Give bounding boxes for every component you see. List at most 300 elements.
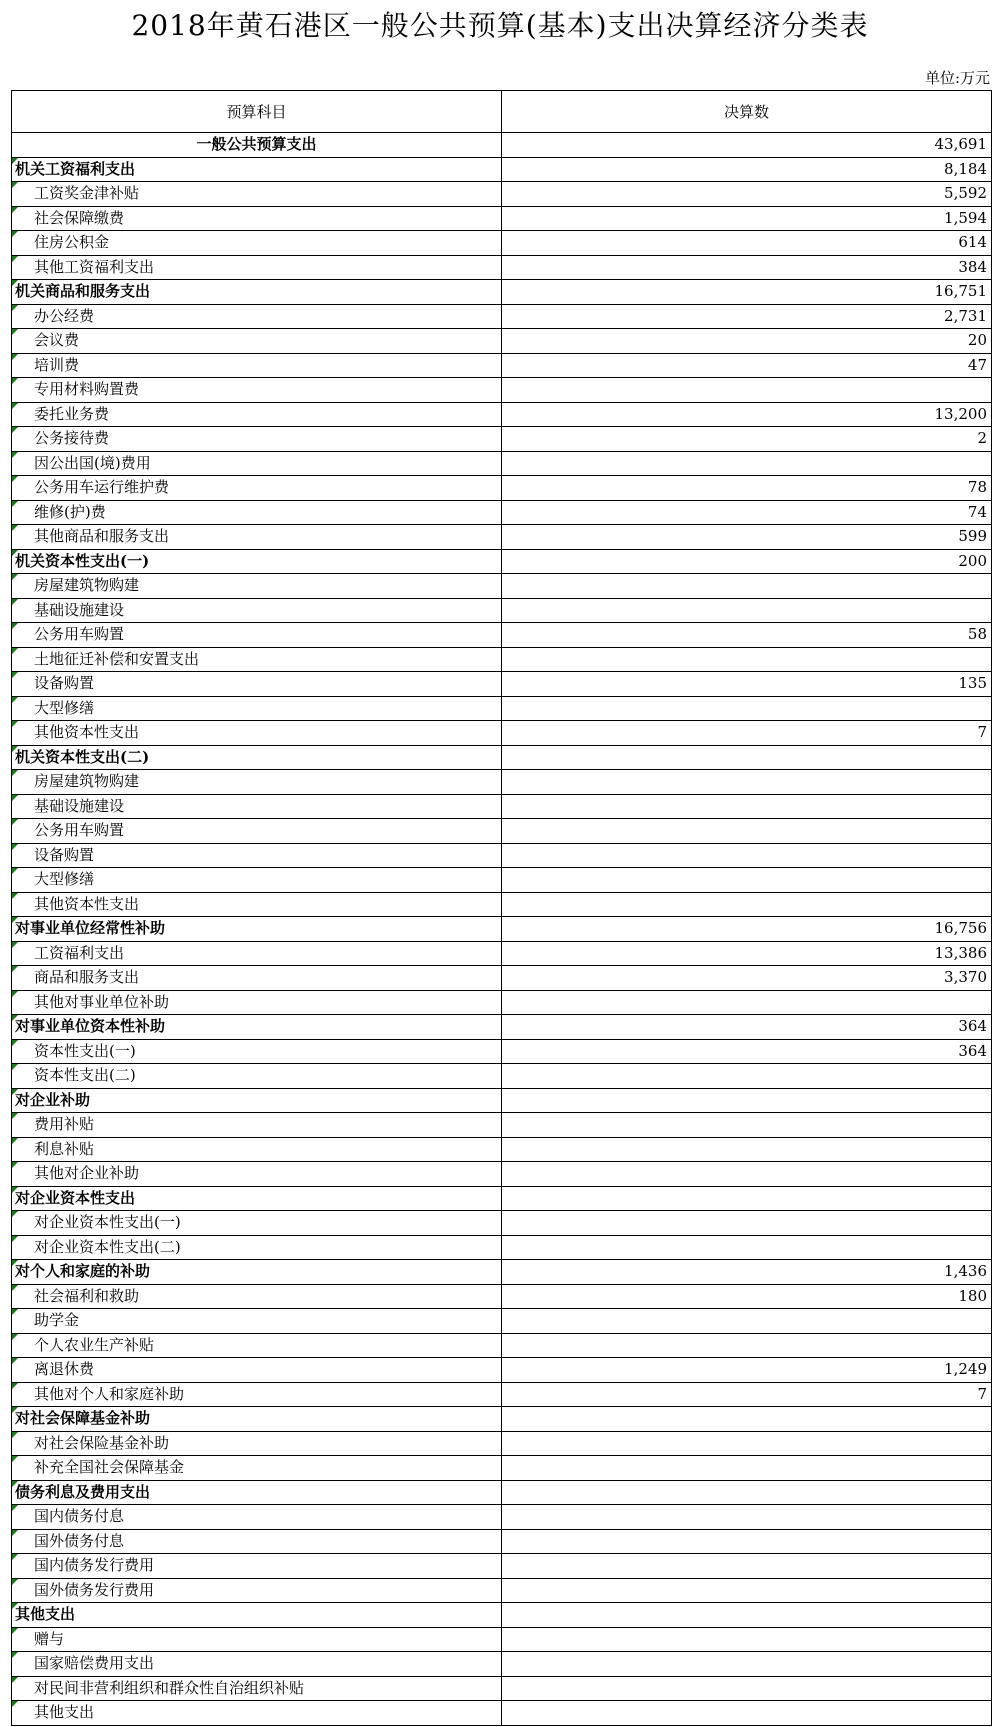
cell-comment-marker	[12, 476, 18, 482]
table-row	[12, 1676, 992, 1701]
row-label: 国内债务付息	[34, 1507, 125, 1526]
cell-comment-marker	[12, 746, 18, 752]
row-label: 国外债务发行费用	[34, 1580, 155, 1599]
cell-comment-marker	[12, 770, 18, 776]
table-row	[12, 280, 992, 305]
row-label: 对企业补助	[15, 1090, 91, 1109]
page-title: 2018年黄石港区一般公共预算(基本)支出决算经济分类表	[131, 9, 869, 42]
table-row	[12, 721, 992, 746]
table-row	[12, 1407, 992, 1432]
row-subject	[12, 574, 502, 599]
row-value: 74	[502, 500, 992, 525]
row-value: 599	[502, 525, 992, 550]
row-subject	[12, 1211, 502, 1236]
table-row	[12, 1064, 992, 1089]
cell-comment-marker	[12, 844, 18, 850]
table-row	[12, 1309, 992, 1334]
row-subject	[12, 1088, 502, 1113]
row-label: 公务接待费	[34, 429, 110, 448]
cell-comment-marker	[12, 893, 18, 899]
cell-comment-marker	[12, 1603, 18, 1609]
row-value	[502, 1064, 992, 1089]
row-subject	[12, 721, 502, 746]
table-row	[12, 1554, 992, 1579]
row-subject	[12, 549, 502, 574]
row-label: 公务用车购置	[34, 821, 125, 840]
cell-comment-marker	[12, 1015, 18, 1021]
table-row	[12, 133, 992, 158]
row-subject	[12, 133, 502, 158]
row-label: 其他对个人和家庭补助	[34, 1384, 185, 1403]
row-value	[502, 892, 992, 917]
row-label: 维修(护)费	[34, 502, 106, 521]
table-row	[12, 1186, 992, 1211]
row-label: 离退休费	[34, 1360, 95, 1379]
table-header-row	[12, 91, 992, 133]
row-value: 1,249	[502, 1358, 992, 1383]
cell-comment-marker	[12, 697, 18, 703]
header-subject: 预算科目	[12, 91, 502, 133]
row-value	[502, 1480, 992, 1505]
row-label: 赠与	[34, 1629, 65, 1648]
table-row	[12, 451, 992, 476]
cell-comment-marker	[12, 207, 18, 213]
row-label: 其他对事业单位补助	[34, 992, 170, 1011]
table-row	[12, 1137, 992, 1162]
row-value: 47	[502, 353, 992, 378]
row-subject	[12, 1260, 502, 1285]
row-label: 大型修缮	[34, 698, 95, 717]
table-row	[12, 378, 992, 403]
row-label: 费用补贴	[34, 1115, 95, 1134]
cell-comment-marker	[12, 868, 18, 874]
row-label: 基础设施建设	[34, 600, 125, 619]
row-subject	[12, 966, 502, 991]
cell-comment-marker	[12, 1260, 18, 1266]
cell-comment-marker	[12, 672, 18, 678]
row-value	[502, 1235, 992, 1260]
row-subject	[12, 1431, 502, 1456]
row-label: 土地征迁补偿和安置支出	[34, 649, 200, 668]
row-subject	[12, 1309, 502, 1334]
row-subject	[12, 1701, 502, 1726]
row-value	[502, 794, 992, 819]
cell-comment-marker	[12, 991, 18, 997]
row-value	[502, 451, 992, 476]
row-value: 13,386	[502, 941, 992, 966]
table-row	[12, 231, 992, 256]
row-value	[502, 1627, 992, 1652]
row-label: 国外债务付息	[34, 1531, 125, 1550]
table-row	[12, 402, 992, 427]
row-subject	[12, 1064, 502, 1089]
row-subject	[12, 157, 502, 182]
row-label: 其他支出	[15, 1605, 76, 1624]
row-label: 资本性支出(一)	[34, 1041, 136, 1060]
row-subject	[12, 451, 502, 476]
row-subject	[12, 794, 502, 819]
cell-comment-marker	[12, 1407, 18, 1413]
row-value	[502, 1676, 992, 1701]
row-subject	[12, 941, 502, 966]
row-value	[502, 1162, 992, 1187]
cell-comment-marker	[12, 623, 18, 629]
row-subject	[12, 745, 502, 770]
table-row	[12, 476, 992, 501]
row-value	[502, 990, 992, 1015]
row-label: 对企业资本性支出(一)	[34, 1213, 181, 1232]
cell-comment-marker	[12, 1334, 18, 1340]
cell-comment-marker	[12, 501, 18, 507]
cell-comment-marker	[12, 1456, 18, 1462]
row-label: 工资福利支出	[34, 943, 125, 962]
row-value	[502, 1431, 992, 1456]
cell-comment-marker	[12, 1505, 18, 1511]
row-subject	[12, 1554, 502, 1579]
cell-comment-marker	[12, 1089, 18, 1095]
row-label: 社会福利和救助	[34, 1286, 140, 1305]
row-label: 资本性支出(二)	[34, 1066, 136, 1085]
table-row	[12, 892, 992, 917]
row-label: 其他支出	[34, 1703, 95, 1722]
table-row	[12, 1603, 992, 1628]
row-label: 对民间非营利组织和群众性自治组织补贴	[34, 1678, 305, 1697]
row-subject	[12, 892, 502, 917]
table-row	[12, 794, 992, 819]
row-value	[502, 1211, 992, 1236]
row-subject	[12, 1039, 502, 1064]
table-row	[12, 1456, 992, 1481]
table-row	[12, 1505, 992, 1530]
row-value	[502, 1137, 992, 1162]
cell-comment-marker	[12, 1358, 18, 1364]
table-row	[12, 647, 992, 672]
row-subject	[12, 1113, 502, 1138]
cell-comment-marker	[12, 1211, 18, 1217]
row-value	[502, 745, 992, 770]
row-value	[502, 770, 992, 795]
row-subject	[12, 623, 502, 648]
row-value: 13,200	[502, 402, 992, 427]
row-subject	[12, 1284, 502, 1309]
row-label: 房屋建筑物购建	[34, 576, 140, 595]
row-subject	[12, 598, 502, 623]
cell-comment-marker	[12, 525, 18, 531]
table-row	[12, 1627, 992, 1652]
table-row	[12, 1162, 992, 1187]
row-label: 其他资本性支出	[34, 723, 140, 742]
cell-comment-marker	[12, 942, 18, 948]
table-row	[12, 1701, 992, 1726]
cell-comment-marker	[12, 280, 18, 286]
table-row	[12, 868, 992, 893]
row-label: 对企业资本性支出	[15, 1188, 136, 1207]
row-value: 135	[502, 672, 992, 697]
row-label: 大型修缮	[34, 870, 95, 889]
table-row	[12, 623, 992, 648]
row-value: 614	[502, 231, 992, 256]
cell-comment-marker	[12, 1579, 18, 1585]
row-subject	[12, 696, 502, 721]
table-row	[12, 1088, 992, 1113]
row-label: 债务利息及费用支出	[15, 1482, 151, 1501]
table-row	[12, 574, 992, 599]
row-label: 培训费	[34, 355, 80, 374]
row-subject	[12, 1627, 502, 1652]
table-row	[12, 353, 992, 378]
cell-comment-marker	[12, 354, 18, 360]
cell-comment-marker	[12, 1309, 18, 1315]
row-label: 委托业务费	[34, 404, 110, 423]
row-subject	[12, 1235, 502, 1260]
row-subject	[12, 1407, 502, 1432]
table-row	[12, 770, 992, 795]
row-value	[502, 819, 992, 844]
row-subject	[12, 476, 502, 501]
row-subject	[12, 1652, 502, 1677]
row-subject	[12, 255, 502, 280]
row-subject	[12, 206, 502, 231]
row-label: 补充全国社会保障基金	[34, 1458, 185, 1477]
row-label: 机关商品和服务支出	[15, 282, 151, 301]
row-subject	[12, 525, 502, 550]
row-subject	[12, 1456, 502, 1481]
row-value: 1,436	[502, 1260, 992, 1285]
table-row	[12, 1652, 992, 1677]
row-label: 国内债务发行费用	[34, 1556, 155, 1575]
row-label: 房屋建筑物购建	[34, 772, 140, 791]
row-label: 工资奖金津补贴	[34, 184, 140, 203]
row-label: 办公经费	[34, 306, 95, 325]
cell-comment-marker	[12, 1162, 18, 1168]
cell-comment-marker	[12, 158, 18, 164]
table-row	[12, 696, 992, 721]
table-row	[12, 672, 992, 697]
table-row	[12, 427, 992, 452]
cell-comment-marker	[12, 1652, 18, 1658]
cell-comment-marker	[12, 378, 18, 384]
cell-comment-marker	[12, 231, 18, 237]
table-row	[12, 1431, 992, 1456]
row-subject	[12, 868, 502, 893]
cell-comment-marker	[12, 256, 18, 262]
row-value: 3,370	[502, 966, 992, 991]
row-label: 机关工资福利支出	[15, 159, 136, 178]
row-value	[502, 1529, 992, 1554]
row-subject	[12, 1162, 502, 1187]
row-value: 7	[502, 721, 992, 746]
table-row	[12, 745, 992, 770]
row-value: 16,751	[502, 280, 992, 305]
table-row	[12, 525, 992, 550]
row-value	[502, 1186, 992, 1211]
table-row	[12, 917, 992, 942]
row-label: 国家赔偿费用支出	[34, 1654, 155, 1673]
table-row	[12, 1358, 992, 1383]
cell-comment-marker	[12, 574, 18, 580]
row-subject	[12, 402, 502, 427]
row-subject	[12, 1480, 502, 1505]
row-value	[502, 1701, 992, 1726]
row-subject	[12, 1529, 502, 1554]
row-value	[502, 378, 992, 403]
cell-comment-marker	[12, 1530, 18, 1536]
row-subject	[12, 1382, 502, 1407]
row-label: 公务用车运行维护费	[34, 478, 170, 497]
row-subject	[12, 280, 502, 305]
row-subject	[12, 231, 502, 256]
row-subject	[12, 1505, 502, 1530]
cell-comment-marker	[12, 795, 18, 801]
cell-comment-marker	[12, 819, 18, 825]
row-value	[502, 1309, 992, 1334]
table-row	[12, 1333, 992, 1358]
row-label: 对个人和家庭的补助	[15, 1262, 151, 1281]
row-value	[502, 574, 992, 599]
row-label: 利息补贴	[34, 1139, 95, 1158]
row-value: 2,731	[502, 304, 992, 329]
row-label: 商品和服务支出	[34, 968, 140, 987]
table-row	[12, 1113, 992, 1138]
table-row	[12, 1578, 992, 1603]
row-subject	[12, 427, 502, 452]
table-row	[12, 843, 992, 868]
header-value: 决算数	[502, 91, 992, 133]
row-label: 对事业单位资本性补助	[15, 1017, 166, 1036]
cell-comment-marker	[12, 452, 18, 458]
table-row	[12, 500, 992, 525]
row-label: 助学金	[34, 1311, 80, 1330]
row-value: 43,691	[502, 133, 992, 158]
row-label: 会议费	[34, 331, 80, 350]
row-value	[502, 1088, 992, 1113]
cell-comment-marker	[12, 599, 18, 605]
row-label: 对社会保险基金补助	[34, 1433, 170, 1452]
table-row	[12, 1235, 992, 1260]
row-subject	[12, 353, 502, 378]
row-subject	[12, 1676, 502, 1701]
table-row	[12, 1529, 992, 1554]
table-row	[12, 182, 992, 207]
cell-comment-marker	[12, 1554, 18, 1560]
row-label: 对社会保障基金补助	[15, 1409, 151, 1428]
cell-comment-marker	[12, 1040, 18, 1046]
row-value: 364	[502, 1039, 992, 1064]
cell-comment-marker	[12, 721, 18, 727]
table-row	[12, 157, 992, 182]
cell-comment-marker	[12, 427, 18, 433]
table-row	[12, 1039, 992, 1064]
cell-comment-marker	[12, 1383, 18, 1389]
table-row	[12, 329, 992, 354]
cell-comment-marker	[12, 1628, 18, 1634]
row-label: 机关资本性支出(一)	[15, 551, 150, 570]
row-label: 其他工资福利支出	[34, 257, 155, 276]
table-row	[12, 1382, 992, 1407]
row-label: 其他资本性支出	[34, 894, 140, 913]
table-row	[12, 549, 992, 574]
row-label: 其他对企业补助	[34, 1164, 140, 1183]
cell-comment-marker	[12, 1138, 18, 1144]
row-label: 对企业资本性支出(二)	[34, 1237, 181, 1256]
row-value	[502, 1578, 992, 1603]
table-row	[12, 1284, 992, 1309]
row-subject	[12, 1603, 502, 1628]
row-label: 一般公共预算支出	[196, 135, 317, 154]
row-label: 住房公积金	[34, 233, 110, 252]
row-value	[502, 868, 992, 893]
row-label: 专用材料购置费	[34, 380, 140, 399]
row-value: 2	[502, 427, 992, 452]
row-value: 180	[502, 1284, 992, 1309]
table-row	[12, 255, 992, 280]
table-row	[12, 1015, 992, 1040]
row-subject	[12, 647, 502, 672]
cell-comment-marker	[12, 1187, 18, 1193]
row-subject	[12, 304, 502, 329]
cell-comment-marker	[12, 403, 18, 409]
row-label: 对事业单位经常性补助	[15, 919, 166, 938]
row-subject	[12, 500, 502, 525]
cell-comment-marker	[12, 1285, 18, 1291]
row-value: 78	[502, 476, 992, 501]
row-label: 基础设施建设	[34, 796, 125, 815]
row-value	[502, 696, 992, 721]
row-label: 个人农业生产补贴	[34, 1335, 155, 1354]
row-value	[502, 843, 992, 868]
cell-comment-marker	[12, 1236, 18, 1242]
row-subject	[12, 1358, 502, 1383]
table-row	[12, 819, 992, 844]
row-value: 364	[502, 1015, 992, 1040]
row-subject	[12, 819, 502, 844]
row-label: 设备购置	[34, 845, 95, 864]
table-row	[12, 598, 992, 623]
cell-comment-marker	[12, 917, 18, 923]
row-value	[502, 1456, 992, 1481]
row-value: 5,592	[502, 182, 992, 207]
row-subject	[12, 1333, 502, 1358]
row-subject	[12, 1137, 502, 1162]
row-label: 公务用车购置	[34, 625, 125, 644]
table-row	[12, 206, 992, 231]
row-subject	[12, 843, 502, 868]
row-label: 机关资本性支出(二)	[15, 747, 150, 766]
table-row	[12, 1480, 992, 1505]
unit-label: 单位:万元	[924, 69, 990, 87]
row-value: 20	[502, 329, 992, 354]
row-value: 384	[502, 255, 992, 280]
row-value: 7	[502, 1382, 992, 1407]
row-label: 因公出国(境)费用	[34, 453, 151, 472]
cell-comment-marker	[12, 966, 18, 972]
row-value	[502, 1113, 992, 1138]
cell-comment-marker	[12, 182, 18, 188]
row-subject	[12, 917, 502, 942]
table-body	[12, 133, 992, 1726]
row-subject	[12, 329, 502, 354]
cell-comment-marker	[12, 1432, 18, 1438]
cell-comment-marker	[12, 305, 18, 311]
row-subject	[12, 770, 502, 795]
row-label: 设备购置	[34, 674, 95, 693]
cell-comment-marker	[12, 1113, 18, 1119]
row-subject	[12, 990, 502, 1015]
row-value	[502, 1505, 992, 1530]
row-value	[502, 1652, 992, 1677]
row-label: 其他商品和服务支出	[34, 527, 170, 546]
row-subject	[12, 672, 502, 697]
